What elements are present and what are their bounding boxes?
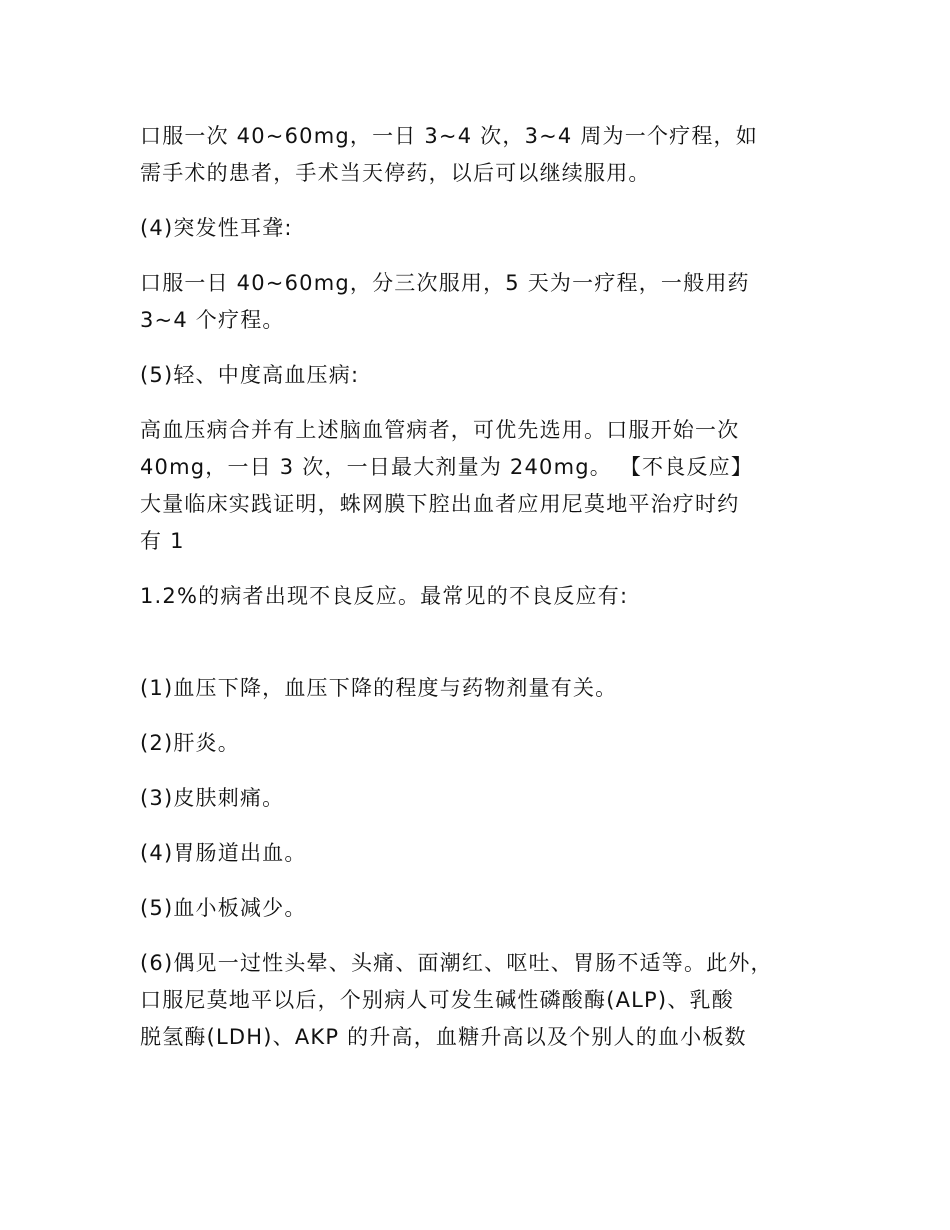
paragraph-dosage-continued [140,118,840,192]
text-line: 口服一日 40~60mg，分三次服用，5 天为一疗程，一般用药 [140,271,750,295]
text-line: 40mg，一日 3 次，一日最大剂量为 240mg。 【不良反应】 [140,455,754,479]
side-effect-item [140,780,840,817]
side-effect-item [140,725,840,762]
text-line: 需手术的患者，手术当天停药，以后可以继续服用。 [140,161,651,185]
blank-gap [140,633,840,670]
text-line: (5)血小板减少。 [140,896,307,920]
text-line: (4)突发性耳聋: [140,216,293,240]
text-line: 有 1 [140,529,185,553]
text-line: (2)肝炎。 [140,731,240,755]
side-effect-item [140,890,840,927]
text-line: 口服尼莫地平以后，个别病人可发生碱性磷酸酶(ALP)、乳酸 [140,988,734,1012]
text-line: (1)血压下降，血压下降的程度与药物剂量有关。 [140,676,618,700]
side-effect-item [140,835,840,872]
paragraph-deafness-dosage [140,265,840,339]
heading-sudden-deafness [140,210,840,247]
side-effect-item [140,670,840,707]
document-body [140,118,840,1074]
heading-hypertension [140,357,840,394]
paragraph-hypertension-dosage [140,412,840,560]
text-line: 高血压病合并有上述脑血管病者，可优先选用。口服开始一次 [140,418,740,442]
text-line: 大量临床实践证明，蛛网膜下腔出血者应用尼莫地平治疗时约 [140,492,740,516]
paragraph-adverse-intro [140,578,840,615]
text-line: (4)胃肠道出血。 [140,841,307,865]
text-line: (5)轻、中度高血压病: [140,363,360,387]
text-line: 1.2%的病者出现不良反应。最常见的不良反应有: [140,584,629,608]
text-line: (6)偶见一过性头晕、头痛、面潮红、呕吐、胃肠不适等。此外， [140,951,773,975]
side-effect-item [140,945,840,1056]
text-line: 口服一次 40~60mg，一日 3~4 次，3~4 周为一个疗程，如 [140,124,758,148]
text-line: 脱氢酶(LDH)、AKP 的升高，血糖升高以及个别人的血小板数 [140,1025,747,1049]
text-line: 3~4 个疗程。 [140,308,285,332]
text-line: (3)皮肤刺痛。 [140,786,285,810]
